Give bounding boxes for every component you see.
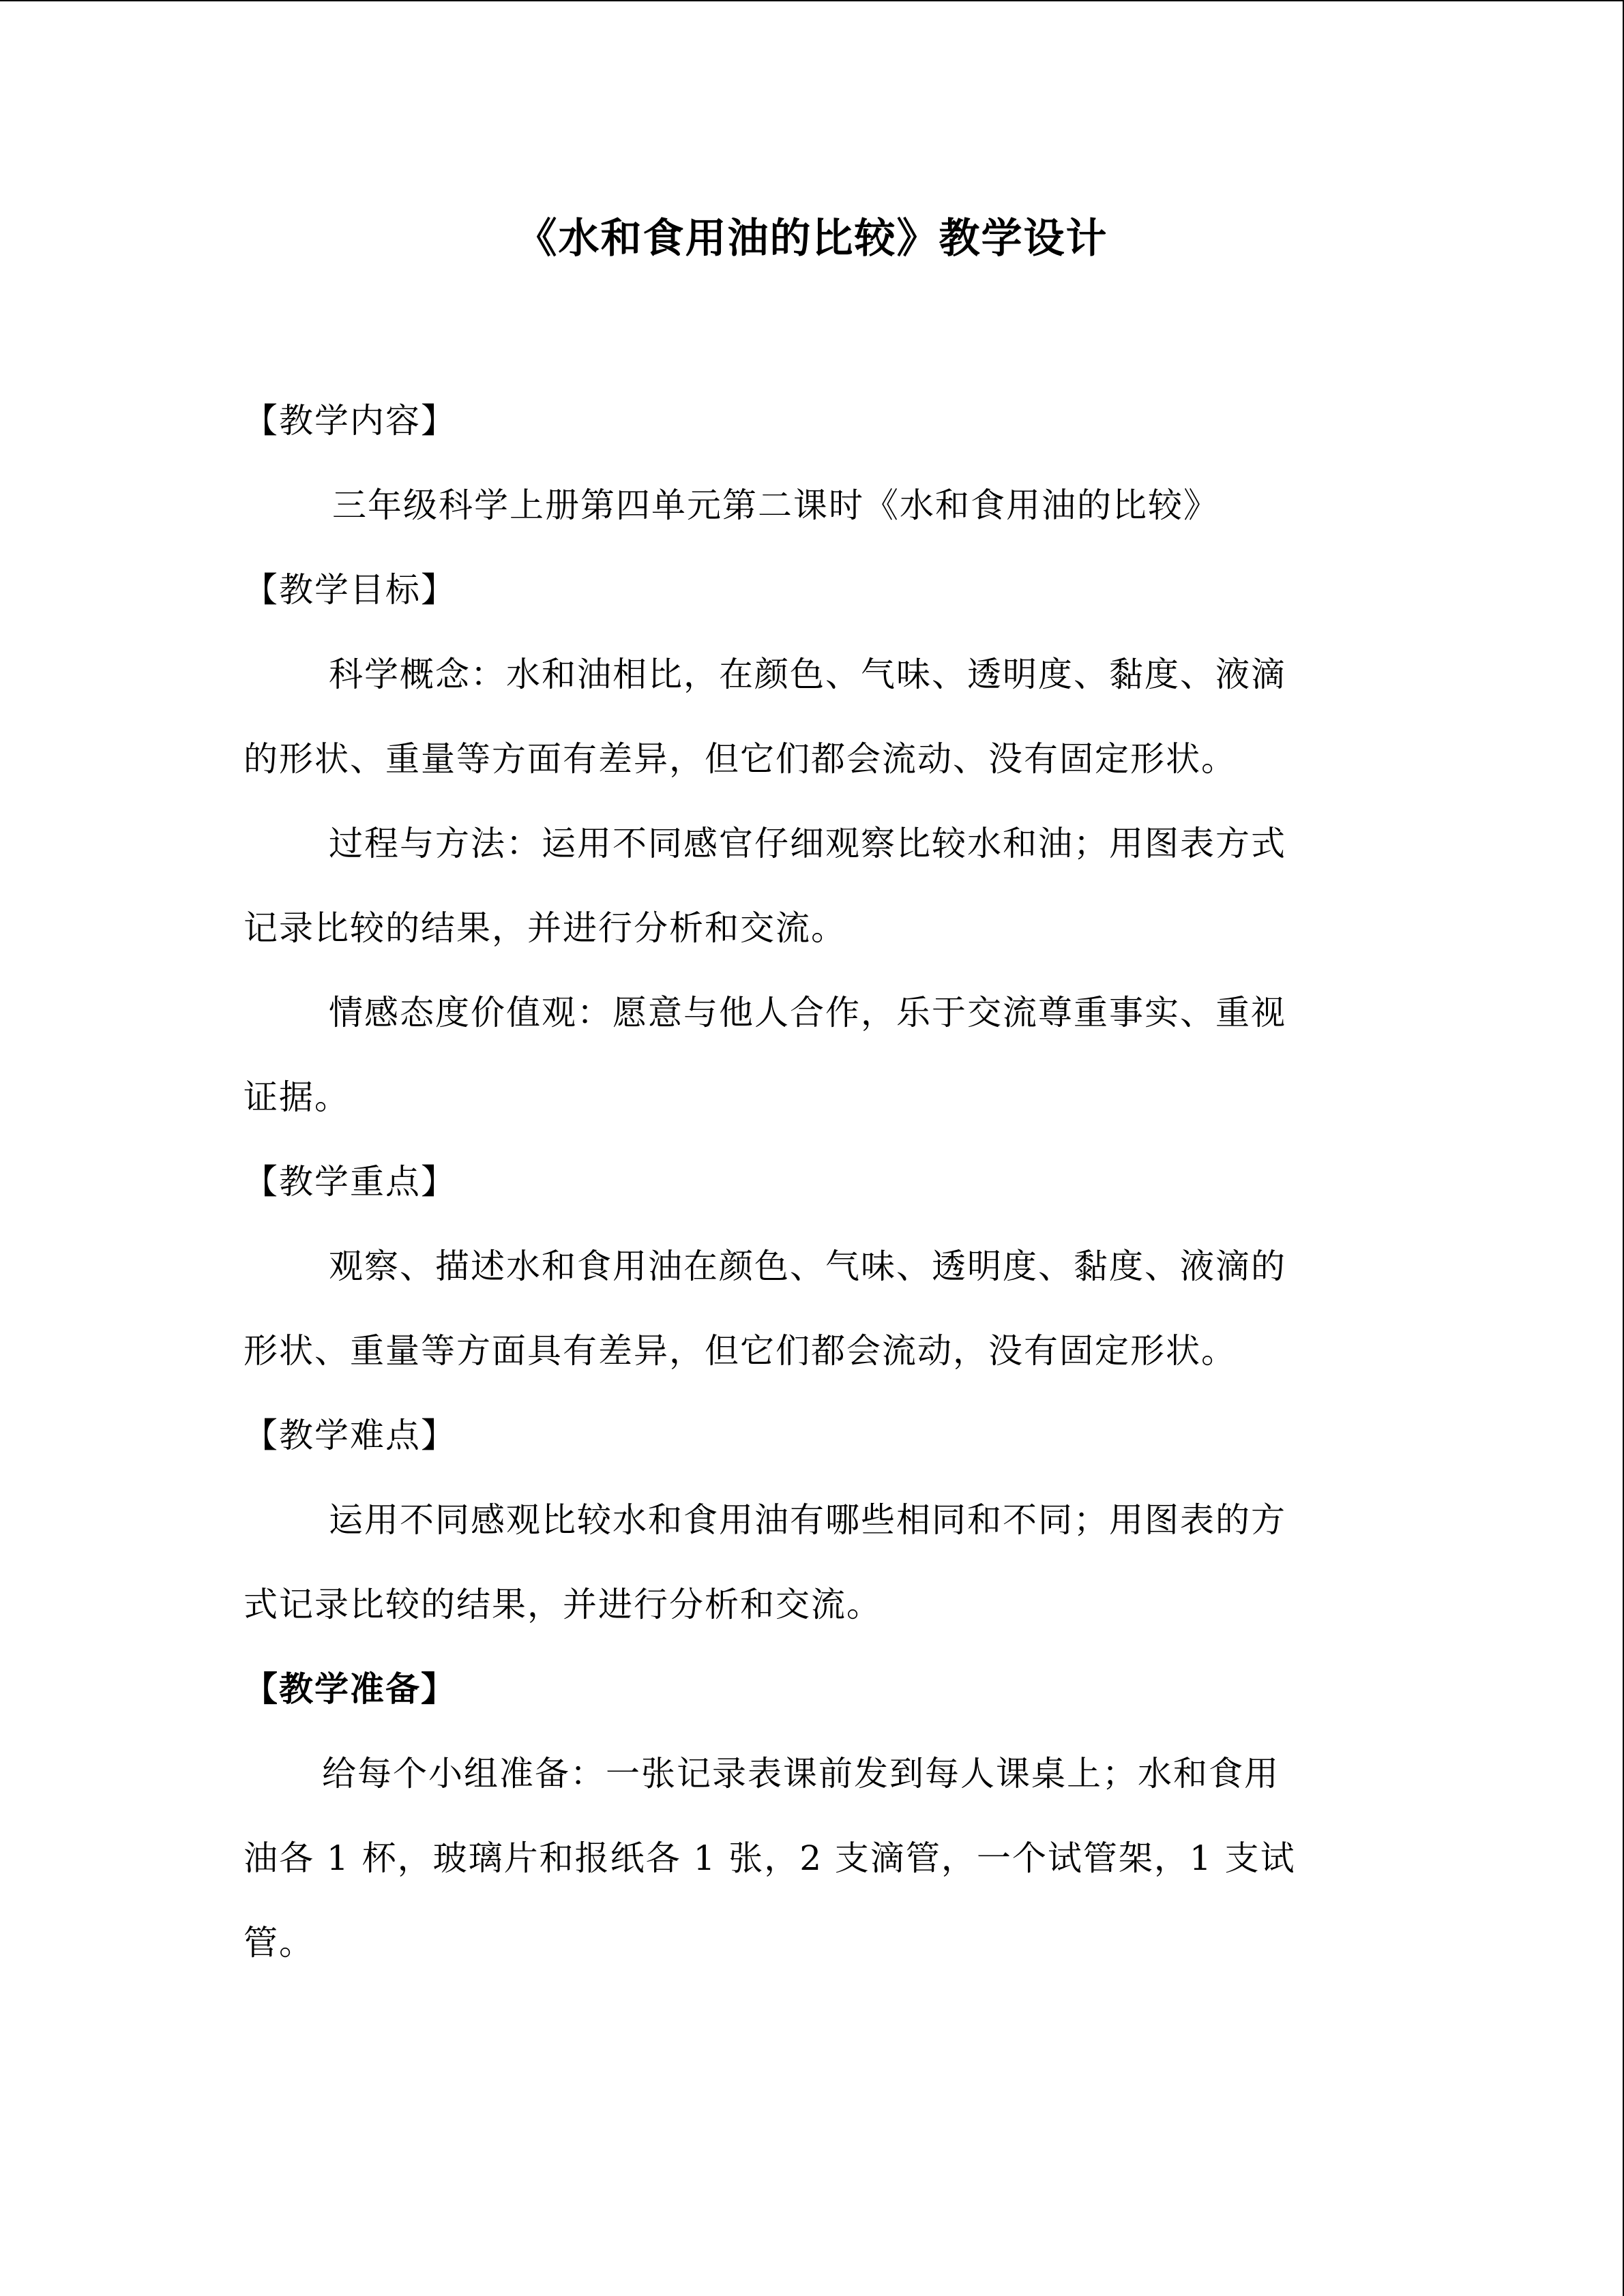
document-title: 《水和食用油的比较》教学设计 (516, 215, 1108, 263)
section-heading-goals: 【教学目标】 (243, 570, 456, 610)
paragraph-line: 油各 1 杯，玻璃片和报纸各 1 张，2 支滴管，一个试管架，1 支试 (243, 1838, 1296, 1878)
paragraph-line: 过程与方法：运用不同感官仔细观察比较水和油；用图表方式 (329, 824, 1286, 863)
section-heading-content: 【教学内容】 (243, 401, 456, 441)
paragraph-line: 运用不同感观比较水和食用油有哪些相同和不同；用图表的方 (329, 1500, 1286, 1540)
section-heading-difficulties: 【教学难点】 (243, 1416, 456, 1455)
paragraph-line: 形状、重量等方面具有差异，但它们都会流动，没有固定形状。 (243, 1331, 1237, 1371)
paragraph-line: 三年级科学上册第四单元第二课时《水和食用油的比较》 (332, 486, 1219, 525)
document-body (243, 378, 1362, 1985)
paragraph-line: 给每个小组准备：一张记录表课前发到每人课桌上；水和食用 (322, 1754, 1280, 1793)
paragraph-line: 记录比较的结果，并进行分析和交流。 (243, 908, 846, 948)
section-heading-preparation: 【教学准备】 (243, 1669, 456, 1709)
paragraph-line: 式记录比较的结果，并进行分析和交流。 (243, 1585, 882, 1624)
paragraph-line: 观察、描述水和食用油在颜色、气味、透明度、黏度、液滴的 (329, 1247, 1286, 1286)
paragraph-line: 的形状、重量等方面有差异，但它们都会流动、没有固定形状。 (243, 739, 1237, 779)
paragraph-line: 证据。 (243, 1077, 350, 1117)
section-heading-key-points: 【教学重点】 (243, 1162, 456, 1202)
paragraph-line: 情感态度价值观：愿意与他人合作，乐于交流尊重事实、重视 (329, 993, 1286, 1032)
paragraph-line: 管。 (243, 1923, 314, 1963)
paragraph-line: 科学概念：水和油相比，在颜色、气味、透明度、黏度、液滴 (329, 655, 1286, 694)
